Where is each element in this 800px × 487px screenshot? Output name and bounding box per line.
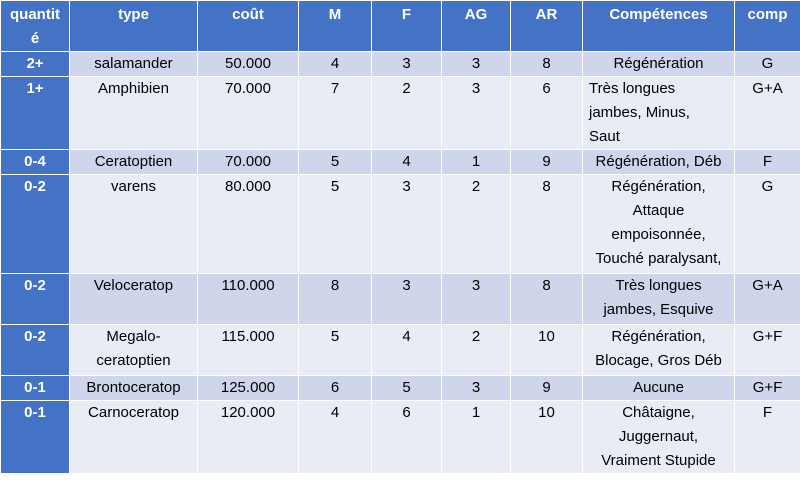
cell-type: Carnoceratop [70, 401, 198, 474]
cell-m: 4 [299, 52, 372, 77]
cell-competences: Régénération [583, 52, 735, 77]
cell-ag: 3 [442, 274, 511, 325]
cell-quantite: 0-2 [1, 274, 70, 325]
cell-competences: Régénération, Attaque empoisonnée, Touché paralysant, [583, 175, 735, 274]
cell-type: salamander [70, 52, 198, 77]
cell-ag: 2 [442, 175, 511, 274]
cell-type: Ceratoptien [70, 150, 198, 175]
header-m: M [299, 1, 372, 52]
cell-quantite: 2+ [1, 52, 70, 77]
cell-ar: 10 [511, 325, 583, 376]
header-f: F [372, 1, 442, 52]
cell-comp: G+F [735, 325, 800, 376]
cell-comp: G+F [735, 376, 800, 401]
cell-type: Brontoceratop [70, 376, 198, 401]
cell-m: 5 [299, 325, 372, 376]
cell-ar: 9 [511, 376, 583, 401]
cell-comp: G+A [735, 77, 800, 150]
cell-ar: 6 [511, 77, 583, 150]
cell-ag: 2 [442, 325, 511, 376]
cell-competences: Très longues jambes, Minus, Saut [583, 77, 735, 150]
cell-ar: 8 [511, 52, 583, 77]
cell-f: 3 [372, 274, 442, 325]
table-row [1, 77, 800, 150]
table-row [1, 325, 800, 376]
cell-quantite: 1+ [1, 77, 70, 150]
table-row [1, 401, 800, 474]
cell-ag: 3 [442, 52, 511, 77]
header-type: type [70, 1, 198, 52]
cell-cout: 70.000 [198, 77, 299, 150]
cell-f: 4 [372, 150, 442, 175]
cell-ag: 1 [442, 401, 511, 474]
cell-ag: 1 [442, 150, 511, 175]
cell-type: varens [70, 175, 198, 274]
cell-quantite: 0-2 [1, 175, 70, 274]
table-row [1, 175, 800, 274]
cell-type: Amphibien [70, 77, 198, 150]
cell-comp: F [735, 150, 800, 175]
cell-m: 5 [299, 175, 372, 274]
cell-m: 5 [299, 150, 372, 175]
header-competences: Compétences [583, 1, 735, 52]
cell-competences: Très longues jambes, Esquive [583, 274, 735, 325]
cell-ar: 8 [511, 274, 583, 325]
cell-ar: 9 [511, 150, 583, 175]
table-row [1, 376, 800, 401]
cell-f: 3 [372, 52, 442, 77]
cell-cout: 80.000 [198, 175, 299, 274]
table-row [1, 274, 800, 325]
cell-cout: 115.000 [198, 325, 299, 376]
header-quantite: quantit é [1, 1, 70, 52]
cell-ar: 8 [511, 175, 583, 274]
header-ag: AG [442, 1, 511, 52]
cell-cout: 50.000 [198, 52, 299, 77]
cell-comp: F [735, 401, 800, 474]
cell-ar: 10 [511, 401, 583, 474]
cell-quantite: 0-1 [1, 401, 70, 474]
cell-m: 6 [299, 376, 372, 401]
cell-m: 8 [299, 274, 372, 325]
cell-f: 2 [372, 77, 442, 150]
cell-type: Veloceratop [70, 274, 198, 325]
cell-type: Megalo- ceratoptien [70, 325, 198, 376]
cell-ag: 3 [442, 376, 511, 401]
cell-competences: Régénération, Blocage, Gros Déb [583, 325, 735, 376]
cell-quantite: 0-4 [1, 150, 70, 175]
header-comp: comp [735, 1, 800, 52]
cell-m: 7 [299, 77, 372, 150]
cell-cout: 110.000 [198, 274, 299, 325]
header-ar: AR [511, 1, 583, 52]
cell-m: 4 [299, 401, 372, 474]
cell-cout: 70.000 [198, 150, 299, 175]
table-row [1, 150, 800, 175]
cell-competences: Châtaigne, Juggernaut, Vraiment Stupide [583, 401, 735, 474]
cell-comp: G [735, 175, 800, 274]
cell-quantite: 0-1 [1, 376, 70, 401]
cell-cout: 120.000 [198, 401, 299, 474]
cell-ag: 3 [442, 77, 511, 150]
cell-comp: G [735, 52, 800, 77]
cell-cout: 125.000 [198, 376, 299, 401]
cell-competences: Aucune [583, 376, 735, 401]
cell-f: 5 [372, 376, 442, 401]
header-cout: coût [198, 1, 299, 52]
cell-competences: Régénération, Déb [583, 150, 735, 175]
cell-f: 4 [372, 325, 442, 376]
header-row [1, 1, 800, 52]
cell-f: 6 [372, 401, 442, 474]
cell-quantite: 0-2 [1, 325, 70, 376]
cell-f: 3 [372, 175, 442, 274]
cell-comp: G+A [735, 274, 800, 325]
table-row [1, 52, 800, 77]
